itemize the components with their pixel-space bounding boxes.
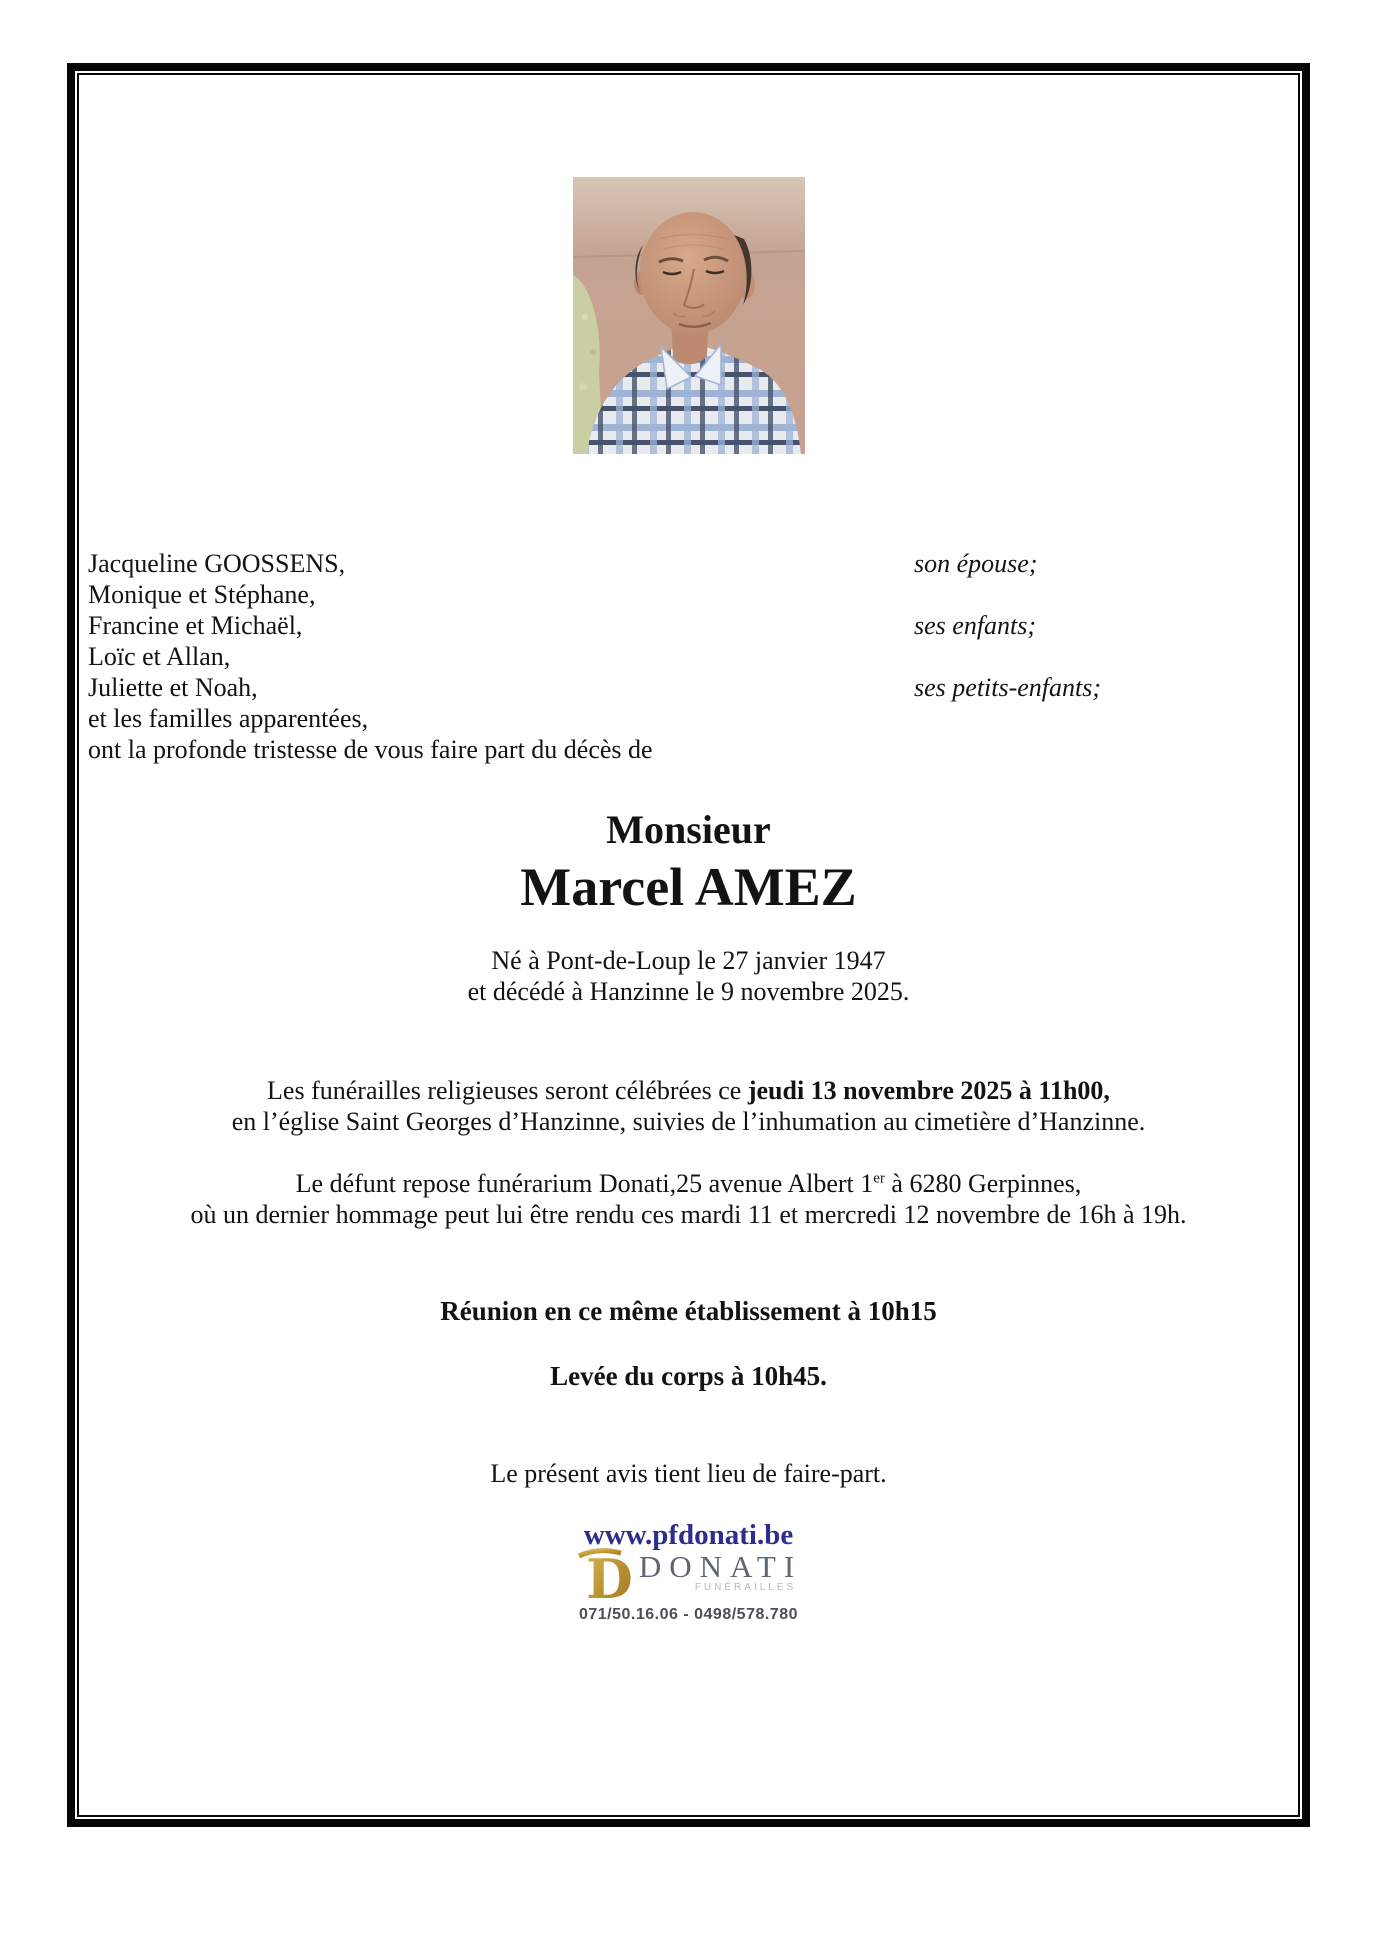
family-row [88, 641, 1292, 672]
outer-frame-border [67, 63, 1310, 1827]
funeral-home-logo [79, 1545, 1298, 1624]
inner-frame-border [77, 73, 1300, 1817]
ceremony-line-1 [79, 1075, 1298, 1106]
logo-subtitle: FUNÉRAILLES [694, 1582, 797, 1593]
donati-monogram-icon [575, 1545, 639, 1605]
levee-du-corps-line: Levée du corps à 10h45. [550, 1361, 827, 1391]
deceased-portrait-photo [573, 177, 805, 454]
ceremony-paragraph [79, 1075, 1298, 1137]
family-relation-label: son épouse; [914, 549, 1038, 578]
family-member-names: Juliette et Noah, [88, 673, 258, 702]
logo-text-block [638, 1549, 803, 1593]
faire-part-line: Le présent avis tient lieu de faire-part. [490, 1459, 887, 1488]
funeral-home-phone-numbers: 071/50.16.06 - 0498/578.780 [578, 1606, 798, 1623]
ceremony-line-2: en l’église Saint Georges d’Hanzinne, suivies de l’inhumation au cimetière d’Hanzinne. [231, 1107, 1146, 1136]
ceremony-datetime-bold: jeudi 13 novembre 2025 à 11h00, [747, 1076, 1110, 1105]
family-relation-label: ses enfants; [914, 611, 1037, 640]
repose-address-text: Le défunt repose funérarium Donati,25 avenue Albert 1 [295, 1169, 874, 1198]
announcement-sentence: ont la profonde tristesse de vous faire part du décès de [88, 735, 653, 764]
funeral-home-website-link[interactable]: www.pfdonati.be [583, 1519, 794, 1551]
family-member-names: Monique et Stéphane, [88, 580, 316, 609]
civility-title: Monsieur [606, 807, 771, 852]
family-row [88, 672, 1292, 703]
family-member-names: Francine et Michaël, [88, 611, 303, 640]
logo-brand-name: DONATI [638, 1549, 803, 1584]
svg-text:D: D [585, 1547, 633, 1605]
family-row [88, 703, 1292, 734]
family-row [88, 734, 1292, 765]
logo-row [575, 1545, 802, 1605]
family-row [88, 579, 1292, 610]
portrait-illustration [573, 177, 805, 454]
death-line: et décédé à Hanzinne le 9 novembre 2025. [467, 977, 910, 1006]
family-member-names: et les familles apparentées, [88, 704, 369, 733]
ceremony-intro-text: Les funérailles religieuses seront célébrées ce [267, 1076, 748, 1105]
family-relation-label: ses petits-enfants; [914, 673, 1102, 702]
birth-line: Né à Pont-de-Loup le 27 janvier 1947 [491, 946, 886, 975]
repose-line-1 [79, 1168, 1298, 1199]
family-member-names: Loïc et Allan, [88, 642, 231, 671]
repose-city-text: à 6280 Gerpinnes, [884, 1169, 1082, 1198]
ordinal-superscript: er [873, 1170, 885, 1187]
family-announcement-list [88, 548, 1292, 765]
family-row [88, 610, 1292, 641]
family-member-names: Jacqueline GOOSSENS, [88, 549, 346, 578]
repose-line-2: où un dernier hommage peut lui être rendu ces mardi 11 et mercredi 12 novembre de 16h à 19h. [190, 1200, 1187, 1229]
deceased-name: Marcel AMEZ [520, 857, 857, 917]
repose-paragraph [79, 1168, 1298, 1230]
meeting-line: Réunion en ce même établissement à 10h15 [440, 1296, 937, 1326]
birth-death-block [79, 945, 1298, 1007]
family-row [88, 548, 1292, 579]
